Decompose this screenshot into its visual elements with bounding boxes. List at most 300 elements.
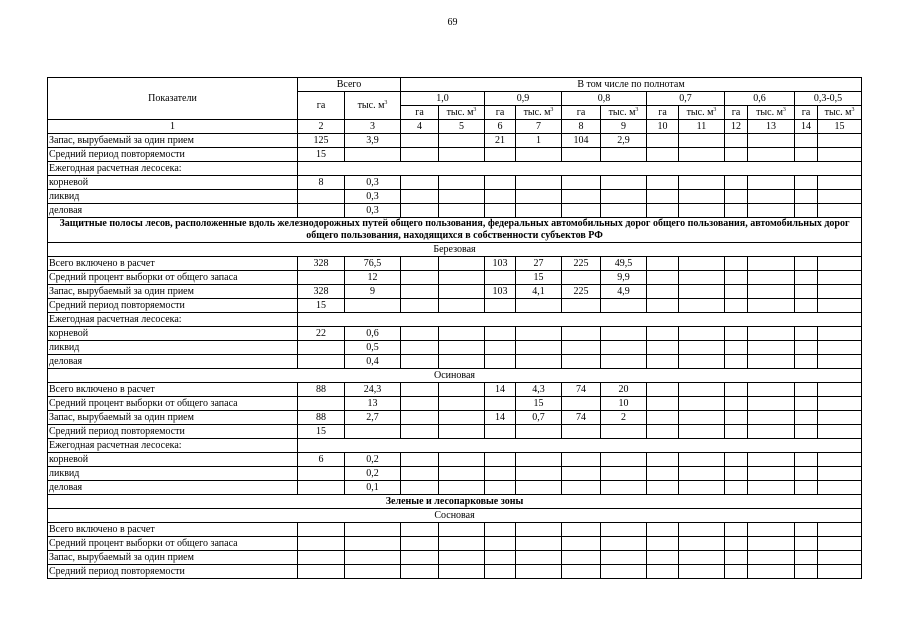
- table-cell: 21: [485, 134, 516, 148]
- table-cell: [818, 523, 862, 537]
- table-cell: [485, 176, 516, 190]
- column-numbers-row: [48, 120, 862, 134]
- column-number: 9: [601, 120, 647, 134]
- table-cell: [679, 355, 725, 369]
- unit-cubed: 3: [635, 107, 639, 113]
- table-cell: [401, 551, 439, 565]
- table-cell: [748, 148, 795, 162]
- table-cell: [647, 565, 679, 579]
- section-heading-row: [48, 509, 862, 523]
- table-cell: [439, 425, 485, 439]
- table-cell: [601, 523, 647, 537]
- unit-volume-text: тыс. м: [686, 107, 714, 118]
- table-cell: 88: [298, 411, 345, 425]
- table-cell: [485, 537, 516, 551]
- table-cell: [516, 481, 562, 495]
- section-heading-row: [48, 218, 862, 243]
- table-cell: [601, 425, 647, 439]
- table-cell: 20: [601, 383, 647, 397]
- table-cell: [679, 565, 725, 579]
- table-row: [48, 341, 862, 355]
- table-cell: [818, 285, 862, 299]
- row-label: ликвид: [48, 467, 298, 481]
- table-cell: [795, 383, 818, 397]
- table-cell: [647, 285, 679, 299]
- table-cell: 0,3: [345, 204, 401, 218]
- table-cell: [401, 523, 439, 537]
- table-cell: [439, 397, 485, 411]
- table-cell: [562, 204, 601, 218]
- unit-volume: [516, 106, 562, 120]
- row-label: Ежегодная расчетная лесосека:: [48, 439, 298, 453]
- table-cell: [485, 148, 516, 162]
- table-cell: [748, 467, 795, 481]
- table-cell: [516, 565, 562, 579]
- table-cell: 9,9: [601, 271, 647, 285]
- table-cell: [298, 190, 345, 204]
- table-cell: [748, 327, 795, 341]
- table-body: [48, 134, 862, 579]
- unit-ha: га: [795, 106, 818, 120]
- column-number: 2: [298, 120, 345, 134]
- table-cell: [439, 383, 485, 397]
- table-cell: [601, 355, 647, 369]
- unit-volume: [601, 106, 647, 120]
- table-cell: [401, 481, 439, 495]
- table-cell: [679, 271, 725, 285]
- row-label: Средний период повторяемости: [48, 565, 298, 579]
- table-cell: [601, 204, 647, 218]
- table-cell: [725, 148, 748, 162]
- header-total: Всего: [298, 78, 401, 92]
- table-cell: [401, 257, 439, 271]
- table-cell: [725, 467, 748, 481]
- table-cell: [795, 411, 818, 425]
- table-row: [48, 285, 862, 299]
- table-cell: [485, 327, 516, 341]
- table-row: [48, 411, 862, 425]
- table-cell: [679, 299, 725, 313]
- table-cell: [818, 257, 862, 271]
- table-cell: 74: [562, 411, 601, 425]
- table-cell: [485, 467, 516, 481]
- table-cell: [401, 204, 439, 218]
- table-cell: [725, 341, 748, 355]
- table-cell: [401, 425, 439, 439]
- section-heading: Осиновая: [48, 369, 862, 383]
- table-cell: [647, 257, 679, 271]
- table-cell: [818, 271, 862, 285]
- row-label: деловая: [48, 204, 298, 218]
- table-cell: [679, 341, 725, 355]
- table-cell: [818, 383, 862, 397]
- table-row: [48, 134, 862, 148]
- table-cell: [818, 397, 862, 411]
- header-by-density: В том числе по полнотам: [401, 78, 862, 92]
- table-cell: [601, 327, 647, 341]
- table-cell: [725, 271, 748, 285]
- table-cell: [562, 327, 601, 341]
- table-cell: [725, 257, 748, 271]
- table-cell: [679, 425, 725, 439]
- table-cell: [439, 565, 485, 579]
- table-cell: [647, 551, 679, 565]
- table-row: [48, 313, 862, 327]
- column-number: 14: [795, 120, 818, 134]
- table-cell: [298, 341, 345, 355]
- table-cell: [795, 285, 818, 299]
- table-cell: [795, 204, 818, 218]
- unit-cubed: 3: [473, 107, 477, 113]
- section-heading-row: [48, 369, 862, 383]
- row-label: корневой: [48, 327, 298, 341]
- table-cell: [725, 425, 748, 439]
- table-cell: [439, 537, 485, 551]
- table-cell: [679, 467, 725, 481]
- table-cell: 6: [298, 453, 345, 467]
- column-number: 11: [679, 120, 725, 134]
- table-cell: [439, 285, 485, 299]
- table-cell: 0,2: [345, 467, 401, 481]
- table-cell: [298, 397, 345, 411]
- table-cell: [748, 190, 795, 204]
- table-cell: [647, 481, 679, 495]
- table-cell: [401, 565, 439, 579]
- table-cell: [725, 453, 748, 467]
- table-cell: [818, 341, 862, 355]
- table-cell: [748, 425, 795, 439]
- table-cell: [647, 190, 679, 204]
- table-cell: [725, 551, 748, 565]
- table-cell: [485, 523, 516, 537]
- empty-cell: [298, 162, 862, 176]
- table-cell: [345, 299, 401, 313]
- table-cell: [818, 134, 862, 148]
- table-cell: 2,7: [345, 411, 401, 425]
- table-row: [48, 257, 862, 271]
- table-cell: [601, 341, 647, 355]
- header-density-5: 0,6: [725, 92, 795, 106]
- table-cell: [647, 355, 679, 369]
- table-cell: 15: [516, 397, 562, 411]
- table-cell: [298, 481, 345, 495]
- row-label: Запас, вырубаемый за один прием: [48, 551, 298, 565]
- table-cell: [439, 355, 485, 369]
- table-cell: [345, 551, 401, 565]
- table-cell: [647, 176, 679, 190]
- table-cell: 3,9: [345, 134, 401, 148]
- table-cell: [516, 148, 562, 162]
- table-cell: [647, 383, 679, 397]
- table-cell: [647, 425, 679, 439]
- section-heading-row: [48, 243, 862, 257]
- table-cell: [439, 481, 485, 495]
- table-cell: [795, 271, 818, 285]
- column-number: 5: [439, 120, 485, 134]
- table-cell: [647, 523, 679, 537]
- table-cell: [725, 327, 748, 341]
- column-number: 13: [748, 120, 795, 134]
- unit-volume-text: тыс. м: [756, 107, 783, 118]
- table-cell: 4,3: [516, 383, 562, 397]
- table-cell: [298, 523, 345, 537]
- unit-ha: га: [401, 106, 439, 120]
- table-cell: [795, 190, 818, 204]
- table-cell: [748, 383, 795, 397]
- table-cell: [818, 190, 862, 204]
- table-cell: [795, 355, 818, 369]
- table-cell: 8: [298, 176, 345, 190]
- table-cell: [748, 341, 795, 355]
- table-cell: [516, 425, 562, 439]
- row-label: Всего включено в расчет: [48, 523, 298, 537]
- table-cell: [516, 341, 562, 355]
- row-label: Средний процент выборки от общего запаса: [48, 537, 298, 551]
- unit-volume: [748, 106, 795, 120]
- table-cell: [516, 523, 562, 537]
- table-cell: 0,5: [345, 341, 401, 355]
- unit-volume-text: тыс. м: [608, 107, 636, 118]
- table-cell: [401, 383, 439, 397]
- section-heading: Защитные полосы лесов, расположенные вдоль железнодорожных путей общего пользования, федеральных автомобильных дорог общего пользования, автомобильных дорог общего пользования, находящихся в собственности субъектов РФ: [48, 218, 862, 243]
- table-cell: [601, 453, 647, 467]
- table-cell: [795, 565, 818, 579]
- table-cell: [748, 176, 795, 190]
- table-cell: 10: [601, 397, 647, 411]
- table-cell: 0,3: [345, 190, 401, 204]
- table-cell: [439, 257, 485, 271]
- table-cell: [516, 190, 562, 204]
- table-cell: [516, 176, 562, 190]
- table-cell: [516, 453, 562, 467]
- table-cell: [748, 551, 795, 565]
- table-cell: 328: [298, 285, 345, 299]
- table-cell: [725, 397, 748, 411]
- unit-volume: [439, 106, 485, 120]
- table-cell: 14: [485, 383, 516, 397]
- table-cell: [298, 204, 345, 218]
- table-cell: [601, 148, 647, 162]
- table-cell: [679, 134, 725, 148]
- table-cell: [562, 299, 601, 313]
- table-cell: [485, 299, 516, 313]
- section-heading: Сосновая: [48, 509, 862, 523]
- table-cell: [647, 467, 679, 481]
- table-cell: [516, 355, 562, 369]
- table-cell: [679, 383, 725, 397]
- forest-harvest-table: [47, 77, 862, 579]
- table-cell: [298, 537, 345, 551]
- table-cell: 103: [485, 285, 516, 299]
- table-cell: [562, 523, 601, 537]
- unit-ha: га: [562, 106, 601, 120]
- table-cell: [439, 341, 485, 355]
- table-cell: [795, 299, 818, 313]
- table-cell: [795, 425, 818, 439]
- table-cell: [401, 355, 439, 369]
- unit-ha: га: [725, 106, 748, 120]
- table-cell: [795, 397, 818, 411]
- table-cell: [439, 204, 485, 218]
- table-cell: [647, 204, 679, 218]
- table-cell: [795, 523, 818, 537]
- table-cell: [818, 299, 862, 313]
- table-cell: [679, 551, 725, 565]
- table-cell: [401, 148, 439, 162]
- table-cell: [748, 285, 795, 299]
- table-cell: 12: [345, 271, 401, 285]
- table-row: [48, 551, 862, 565]
- table-cell: [562, 481, 601, 495]
- table-cell: [485, 355, 516, 369]
- table-cell: [485, 271, 516, 285]
- table-cell: [601, 551, 647, 565]
- unit-cubed: 3: [851, 107, 855, 113]
- table-cell: [679, 453, 725, 467]
- table-cell: [725, 537, 748, 551]
- table-cell: [601, 467, 647, 481]
- unit-volume: [679, 106, 725, 120]
- table-cell: [562, 453, 601, 467]
- table-cell: [679, 148, 725, 162]
- row-label: Запас, вырубаемый за один прием: [48, 134, 298, 148]
- table-cell: [795, 551, 818, 565]
- table-cell: [562, 341, 601, 355]
- row-label: Средний период повторяемости: [48, 425, 298, 439]
- row-label: ликвид: [48, 341, 298, 355]
- header-density-2: 0,9: [485, 92, 562, 106]
- table-cell: [795, 341, 818, 355]
- row-label: Средний период повторяемости: [48, 148, 298, 162]
- unit-volume-text: тыс. м: [446, 107, 474, 118]
- table-cell: [401, 453, 439, 467]
- table-cell: [818, 204, 862, 218]
- table-cell: [562, 397, 601, 411]
- table-cell: [679, 204, 725, 218]
- table-cell: [601, 190, 647, 204]
- table-cell: [748, 299, 795, 313]
- table-cell: [725, 355, 748, 369]
- table-cell: [439, 467, 485, 481]
- table-cell: [795, 327, 818, 341]
- table-cell: [562, 551, 601, 565]
- table-cell: [647, 341, 679, 355]
- table-cell: [401, 467, 439, 481]
- table-cell: [795, 453, 818, 467]
- table-cell: [485, 190, 516, 204]
- table-cell: [679, 523, 725, 537]
- table-cell: [818, 411, 862, 425]
- table-cell: [485, 481, 516, 495]
- table-row: [48, 148, 862, 162]
- table-cell: [679, 397, 725, 411]
- table-cell: [818, 355, 862, 369]
- table-cell: [748, 565, 795, 579]
- table-cell: [795, 257, 818, 271]
- table-cell: [818, 467, 862, 481]
- table-cell: [748, 523, 795, 537]
- table-cell: [401, 285, 439, 299]
- table-cell: [818, 565, 862, 579]
- table-cell: [725, 190, 748, 204]
- header-density-6: 0,3-0,5: [795, 92, 862, 106]
- table-cell: [345, 148, 401, 162]
- table-cell: [439, 176, 485, 190]
- table-cell: [725, 481, 748, 495]
- column-number: 7: [516, 120, 562, 134]
- unit-cubed: 3: [550, 107, 554, 113]
- table-cell: [725, 204, 748, 218]
- table-row: [48, 327, 862, 341]
- row-label: Ежегодная расчетная лесосека:: [48, 313, 298, 327]
- row-label: Средний процент выборки от общего запаса: [48, 397, 298, 411]
- unit-cubed: 3: [713, 107, 717, 113]
- table-cell: [562, 467, 601, 481]
- table-cell: [725, 523, 748, 537]
- table-cell: [562, 148, 601, 162]
- table-row: [48, 537, 862, 551]
- column-number: 4: [401, 120, 439, 134]
- table-cell: [439, 453, 485, 467]
- column-number: 3: [345, 120, 401, 134]
- table-cell: [401, 176, 439, 190]
- table-cell: 24,3: [345, 383, 401, 397]
- table-cell: 15: [298, 425, 345, 439]
- row-label: деловая: [48, 355, 298, 369]
- table-cell: [401, 411, 439, 425]
- table-cell: [298, 271, 345, 285]
- empty-cell: [298, 313, 862, 327]
- table-row: [48, 481, 862, 495]
- table-cell: [679, 257, 725, 271]
- table-row: [48, 565, 862, 579]
- row-label: ликвид: [48, 190, 298, 204]
- table-cell: 0,7: [516, 411, 562, 425]
- section-heading: Зеленые и лесопарковые зоны: [48, 495, 862, 509]
- table-row: [48, 355, 862, 369]
- section-heading: Березовая: [48, 243, 862, 257]
- table-cell: [439, 327, 485, 341]
- table-cell: [679, 327, 725, 341]
- empty-cell: [298, 439, 862, 453]
- row-label: Всего включено в расчет: [48, 383, 298, 397]
- table-cell: [725, 565, 748, 579]
- table-cell: [601, 176, 647, 190]
- row-label: Средний процент выборки от общего запаса: [48, 271, 298, 285]
- page-number: 69: [447, 17, 458, 28]
- table-cell: [818, 425, 862, 439]
- table-row: [48, 176, 862, 190]
- table-cell: 0,1: [345, 481, 401, 495]
- column-number: 8: [562, 120, 601, 134]
- table-cell: 74: [562, 383, 601, 397]
- header-total-ha: га: [298, 92, 345, 120]
- table-cell: 9: [345, 285, 401, 299]
- table-cell: [516, 204, 562, 218]
- row-label: Запас, вырубаемый за один прием: [48, 285, 298, 299]
- table-cell: [485, 341, 516, 355]
- table-cell: 4,1: [516, 285, 562, 299]
- table-row: [48, 383, 862, 397]
- table-cell: [647, 453, 679, 467]
- table-cell: [647, 148, 679, 162]
- table-cell: [647, 537, 679, 551]
- table-cell: 4,9: [601, 285, 647, 299]
- table-cell: [439, 523, 485, 537]
- table-cell: [401, 537, 439, 551]
- table-cell: [818, 327, 862, 341]
- table-cell: [818, 176, 862, 190]
